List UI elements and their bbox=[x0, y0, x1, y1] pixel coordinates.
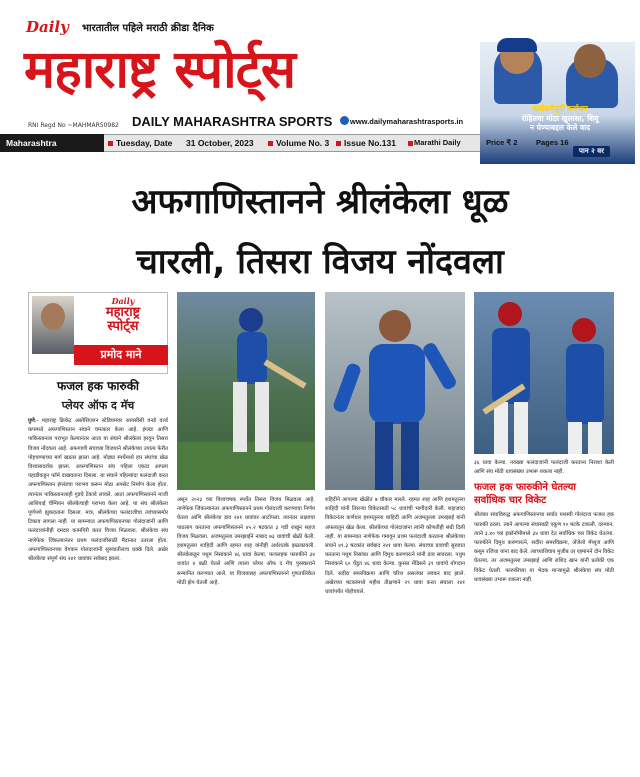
promo-line2: रोहितचा मोठा खुलासा, शिवू bbox=[521, 113, 599, 123]
author-face bbox=[41, 303, 65, 330]
website-link[interactable]: www.dailymaharashtrasports.in bbox=[350, 117, 464, 126]
promo-line3: न घेण्याबद्दल केले वाद bbox=[529, 123, 591, 132]
bowler-photo bbox=[325, 292, 465, 490]
story-column-2: असून २०२३ च्या विश्वचषक स्पर्धेत तिसरा विजय मिळवला आहे. नाणेफेक जिंकल्यानंतर अफगाणिस्तानने प्रथम गोलंदाजी करण्याचा निर्णय घेतला आणि श्रीलंकेचा डाव २४१ धावांवर आटोपला. त्यानंतर लक्ष्याचा पाठलाग करताना अफगाणिस्तानने ४५.२ षटकात ३ गडी राखून सहज विजय मिळवला. अजमतुल्ला उमरझाईने नाबाद ७३ धावांची खेळी केली. हशमतुल्ला शाहिदी आणि रहमत शाह यांनीही अर्धशतके झळकावली. श्रीलंकेकडून पथुम निसांकाने ४६ धावा केल्या. फजलहक फारुकीने ३४ धावांत ४ बळी घेतले आणि त्याला प्लेयर ऑफ द मॅच पुरस्काराने सन्मानित करण्यात आले. या विजयासह अफगाणिस्तानने गुणतालिकेत मोठी झेप घेतली आहे. bbox=[177, 497, 315, 586]
story1-column bbox=[28, 399, 168, 767]
bullet-icon bbox=[268, 141, 273, 146]
author-logo bbox=[84, 296, 162, 336]
promo-text bbox=[486, 104, 634, 133]
bullet-icon bbox=[108, 141, 113, 146]
story1-dateline: पुणे bbox=[28, 418, 35, 424]
players-figure bbox=[474, 292, 614, 454]
masthead-title: महाराष्ट्र स्पोर्ट्स bbox=[24, 39, 295, 100]
story4-intro: ३६ धावा केल्या. नवख्या फलंदाजांनी फलंदाजी करताना निराशा केली आणि संघ मोठी धावसंख्या उभारू शकला नाही. bbox=[474, 460, 614, 476]
author-logo-line2: महाराष्ट्र bbox=[105, 305, 141, 320]
afghan-players-photo bbox=[474, 292, 614, 454]
story4-caption-line2: सर्वाधिक चार विकेट bbox=[474, 495, 547, 507]
author-logo-line3: स्पोर्ट्स bbox=[107, 319, 139, 334]
info-date-value: 31 October, 2023 bbox=[186, 138, 254, 148]
info-issue: Issue No.131 bbox=[344, 138, 396, 148]
story4-caption-line1: फजल हक फारुकीने घेतल्या bbox=[474, 482, 577, 494]
rni-number: RNI Regd No ~MAHMAR50982 bbox=[28, 122, 119, 129]
headline-line2: चारली, तिसरा विजय नोंदवला bbox=[136, 242, 504, 282]
author-name: प्रमोद माने bbox=[74, 345, 168, 365]
english-title: DAILY MAHARASHTRA SPORTS bbox=[132, 114, 333, 129]
bullet-icon bbox=[408, 141, 413, 146]
story4-body: श्रीलंका संघाविरुद्ध अफगाणिस्तानचा सर्वात यशस्वी गोलंदाज फजल हक फारुकी ठरला. त्याने आपल्या संघासाठी एकूण १० षटके टाकली. दरम्यान, त्याने ३.४० च्या इकॉनॉमीमध्ये ३४ धावा देत सर्वाधिक चार विकेट घेतल्या. फारुकीने दिमुथ करुणारत्ने, सदीरा समरविक्रमा, अँजेलो मॅथ्यूज आणि कसून रजिथा यांना बाद केले. त्याच्याशिवाय मुजीब उर रहमानने दोन विकेट घेतल्या, तर अजमतुल्ला उमरझाई आणि राशिद खान यांनी प्रत्येकी एक विकेट घेतली. फारुकीच्या या भेदक माऱ्यामुळे श्रीलंकेचा संघ मोठी धावसंख्या उभारू शकला नाही. bbox=[474, 512, 614, 583]
bullet-icon bbox=[336, 141, 341, 146]
story-column-3: शहिदीने आपल्या खेळीत ७ चौकार मारले. रहमत शाह आणि हशमतुल्ला शाहिदी यांनी तिसऱ्या विकेटसाठी ५८ धावांची भागीदारी केली. शहाजादा विकेटनंतर कर्णधार हशमतुल्ला शाहिदी आणि अजमतुल्ला उमरझाई यांनी अफलातून खेळ केला. श्रीलंकेच्या गोलंदाजांना त्यांनी कोणतीही संधी दिली नाही. या सामन्यात नाणेफेक गमावून प्रथम फलंदाजी करताना श्रीलंकेच्या संघाने ४९.३ षटकांत सर्वबाद २४१ धावा केल्या. संघाच्या डावाची सुरुवात करताना पथुम निसांका आणि दिमुथ करुणारत्ने यांनी डाव सावरला. पथुम निसांकाने ६० चेंडूत ४६ धावा केल्या. कुसल मेंडिसने ३९ धावांचे योगदान दिले. सदीरा समरविक्रमा आणि चरिथ असलंका लवकर बाद झाले. अखेरच्या षटकांमध्ये महीश तीक्षणाने २९ धावा करत संघाला २४१ धावांपर्यंत पोहोचवले. bbox=[325, 497, 465, 596]
info-price: Price ₹ 2 bbox=[486, 138, 518, 147]
info-volume: Volume No. 3 bbox=[276, 138, 330, 148]
bowler-figure bbox=[325, 292, 465, 490]
author-logo-daily: Daily bbox=[111, 296, 135, 306]
promo-page-button[interactable]: पान २ वर bbox=[573, 146, 610, 157]
info-state: Maharashtra bbox=[6, 138, 57, 148]
batsman-figure bbox=[177, 292, 315, 490]
cap-icon bbox=[497, 38, 537, 52]
story1-caption-line1: फजल हक फारुकी bbox=[56, 379, 140, 393]
promo-player2-head bbox=[574, 44, 606, 78]
masthead-tagline: भारतातील पहिले मराठी क्रीडा दैनिक bbox=[82, 23, 214, 34]
main-headline bbox=[20, 172, 620, 292]
masthead-daily: Daily bbox=[26, 18, 69, 36]
story4-column bbox=[474, 459, 614, 769]
story1-body: :- महाराष्ट्र क्रिकेट असोसिएशन स्टेडियमवर आयसीसी वनडे वर्ल्ड कपमध्ये अफगाणिस्तान संघाने चमत्कार केला आहे. इंग्लंड आणि पाकिस्तानला पराभूत केल्यानंतर आता या संघाने श्रीलंकेला हरवून तिसरा विजय नोंदवला आहे. अफगाणी संघाच्या विजयाने श्रीलंकेच्या उपांत्य फेरीत पोहचण्याच्या मार्ग खडतर झाला आहे. मोठ्या स्पर्धेमध्ये हार संघांचा खेळ विश्वासदर्शक झाला. अफगाणिस्तान संघ पहिला एकदा आपला पहाडीकडून फॉर्म दाखवताना दिसला. या संघाने पहिल्यांदा फलंदाजी करत अफगाणिस्तान इंग्लंडचा पराभव करून मोठा अपसेट निर्माण केला होता. त्यानंतर पाकिस्तानलाही गुडघे टेकावे लावले. आता अफगाणिस्तानने माजी आशियाई चॅम्पियन श्रीलंकेचाही पराभव केला आहे. या संघ श्रीलंकेला पूर्णपणे झुकवताना दिसला. मात्र, श्रीलंकेच्या फलंदाजीचा त्यांच्यासमोर टिकाव लागला नाही. या सामन्यात अफगाणिस्तानच्या गोलंदाजांनी आणि फलंदाजांनीही दमदार कामगिरी करत विजय मिळवला. श्रीलंकेचा संघ नाणेफेक जिंकल्यानंतर प्रथम फलंदाजीसाठी मैदानात उतरला होता. अफगाणिस्तानच्या वेगवान गोलंदाजांनी सुरुवातीलाच धक्के दिले. अखेर श्रीलंकेचा संपूर्ण संघ २४१ धावांवर सर्वबाद झाला. bbox=[28, 418, 168, 563]
info-pages: Pages 16 bbox=[536, 138, 569, 147]
headline-line1: अफगाणिस्तानने श्रीलंकेला धूळ bbox=[131, 182, 509, 222]
info-edition: Marathi Daily bbox=[414, 138, 461, 147]
batsman-photo bbox=[177, 292, 315, 490]
info-date-label: Tuesday, Date bbox=[116, 138, 173, 148]
story4-caption bbox=[474, 481, 614, 507]
globe-icon bbox=[340, 116, 349, 125]
story1-caption-line2: प्लेयर ऑफ द मॅच bbox=[61, 399, 135, 412]
promo-line1: वर्ल्डकपेपूर्वी कर्णधार bbox=[532, 104, 588, 113]
